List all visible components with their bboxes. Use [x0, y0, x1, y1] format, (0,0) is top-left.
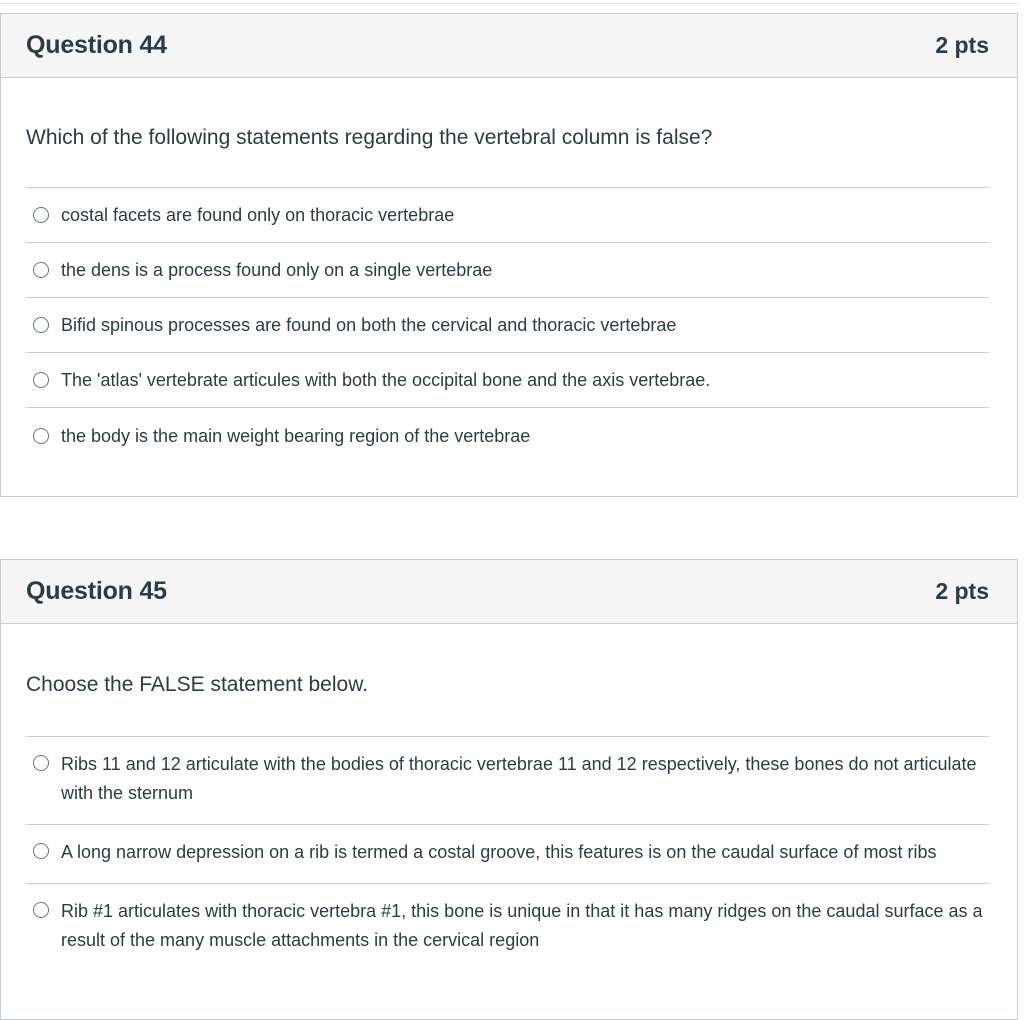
answer-option[interactable] — [26, 243, 989, 298]
radio-button[interactable] — [33, 262, 49, 278]
answer-label[interactable]: The 'atlas' vertebrate articules with both the occipital bone and the axis vertebrae. — [61, 370, 711, 390]
question-text: Choose the FALSE statement below. — [26, 673, 369, 696]
answer-label[interactable]: A long narrow depression on a rib is termed a costal groove, this features is on the caudal surface of most ribs — [61, 842, 937, 862]
radio-button[interactable] — [33, 755, 49, 771]
question-body — [1, 672, 1017, 971]
answer-option[interactable] — [26, 825, 989, 884]
question-44 — [0, 13, 1018, 497]
question-45 — [0, 559, 1018, 1020]
answer-label[interactable]: Ribs 11 and 12 articulate with the bodies of thoracic vertebrae 11 and 12 respectively, these bones do not articulate with the sternum — [61, 754, 977, 803]
top-divider — [0, 3, 1019, 4]
radio-button[interactable] — [33, 902, 49, 918]
answer-list — [26, 187, 989, 463]
question-points: 2 pts — [935, 578, 989, 604]
radio-button[interactable] — [33, 317, 49, 333]
answer-option[interactable] — [26, 884, 989, 971]
question-title: Question 44 — [26, 31, 167, 59]
question-header — [1, 14, 1017, 78]
answer-option[interactable] — [26, 353, 989, 408]
question-body — [1, 125, 1017, 463]
question-points: 2 pts — [935, 32, 989, 58]
answer-option[interactable] — [26, 737, 989, 825]
question-text: Which of the following statements regarding the vertebral column is false? — [26, 126, 713, 149]
radio-button[interactable] — [33, 372, 49, 388]
answer-option[interactable] — [26, 188, 989, 243]
answer-list — [26, 736, 989, 971]
radio-button[interactable] — [33, 207, 49, 223]
question-header — [1, 560, 1017, 624]
answer-label[interactable]: Rib #1 articulates with thoracic vertebra #1, this bone is unique in that it has many ridges on the caudal surface as a result of the many muscle attachments in the cervical region — [61, 901, 983, 950]
answer-label[interactable]: costal facets are found only on thoracic vertebrae — [61, 205, 455, 225]
answer-option[interactable] — [26, 298, 989, 353]
answer-label[interactable]: the body is the main weight bearing region of the vertebrae — [61, 425, 531, 446]
answer-option[interactable] — [26, 408, 989, 463]
question-title: Question 45 — [26, 577, 167, 605]
answer-label[interactable]: Bifid spinous processes are found on both the cervical and thoracic vertebrae — [61, 315, 677, 335]
radio-button[interactable] — [33, 843, 49, 859]
answer-label[interactable]: the dens is a process found only on a single vertebrae — [61, 260, 493, 280]
radio-button[interactable] — [33, 428, 49, 444]
